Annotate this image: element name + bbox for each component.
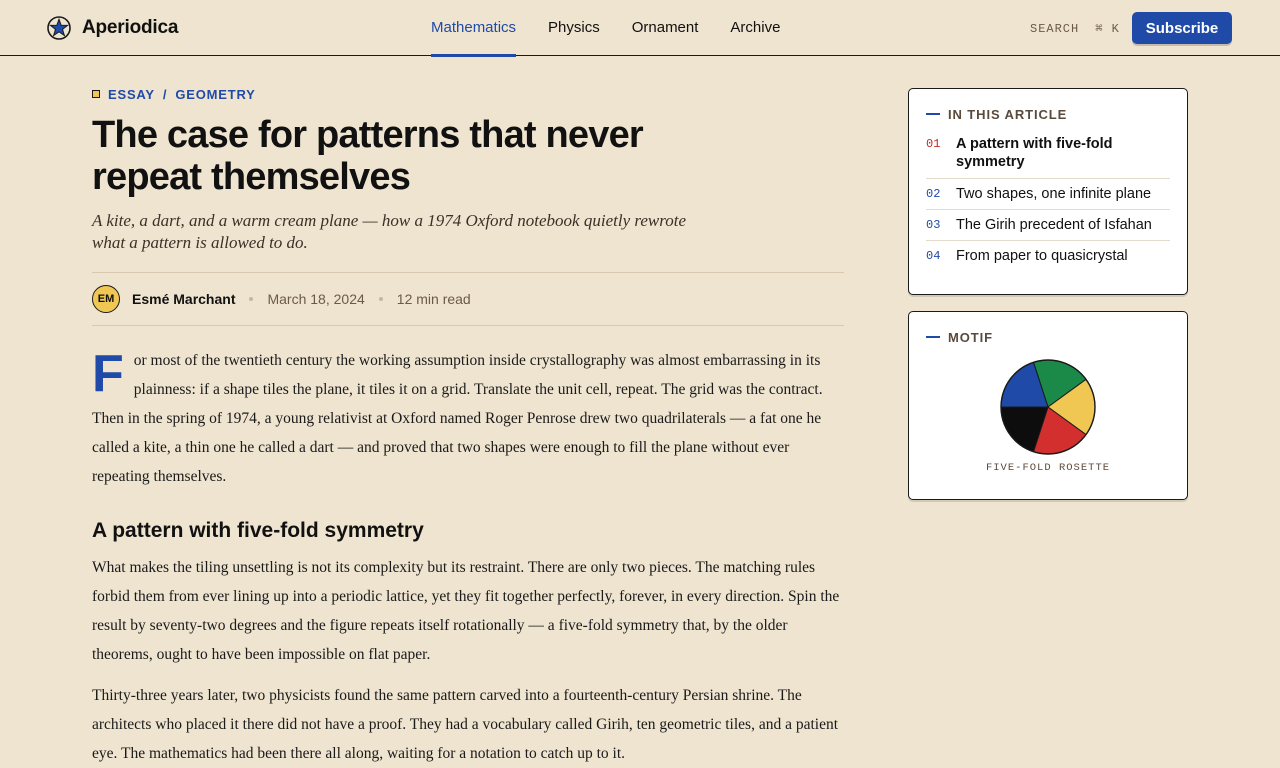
crumb-separator: / bbox=[162, 86, 168, 102]
motif-title-text: MOTIF bbox=[948, 329, 993, 345]
crumb-geometry[interactable]: GEOMETRY bbox=[175, 86, 256, 102]
publish-date: March 18, 2024 bbox=[267, 291, 365, 307]
read-time: 12 min read bbox=[396, 291, 471, 307]
motif-title bbox=[926, 330, 1170, 344]
toc-list bbox=[926, 135, 1170, 271]
search-label: SEARCH bbox=[1030, 21, 1080, 36]
nav-ornament[interactable]: Ornament bbox=[631, 19, 699, 36]
category-square-icon bbox=[92, 90, 100, 98]
article-dek: A kite, a dart, and a warm cream plane — how a 1974 Oxford notebook quietly rewrote what a pattern is allowed to do. bbox=[92, 211, 686, 252]
table-of-contents bbox=[908, 88, 1188, 295]
star-logo-icon bbox=[47, 16, 71, 40]
toc-title-text: IN THIS ARTICLE bbox=[948, 106, 1068, 122]
toc-number: 04 bbox=[926, 249, 941, 263]
article bbox=[92, 86, 844, 768]
toc-number: 02 bbox=[926, 187, 941, 201]
nav-archive[interactable]: Archive bbox=[730, 19, 781, 36]
toc-item[interactable] bbox=[926, 179, 1170, 210]
byline bbox=[92, 272, 844, 326]
toc-number: 03 bbox=[926, 218, 941, 232]
top-bar bbox=[0, 0, 1280, 56]
search-shortcut: ⌘ K bbox=[1095, 22, 1120, 36]
toc-label: Two shapes, one infinite plane bbox=[956, 186, 1152, 202]
nav-physics[interactable]: Physics bbox=[548, 19, 600, 36]
lead-paragraph bbox=[92, 346, 844, 491]
brand-name: Aperiodica bbox=[82, 17, 179, 38]
toc-title bbox=[926, 107, 1170, 121]
toc-label: From paper to quasicrystal bbox=[956, 248, 1128, 264]
toc-item[interactable] bbox=[926, 135, 1170, 179]
avatar: EM bbox=[92, 285, 120, 313]
body-paragraph: Thirty-three years later, two physicists found the same pattern carved into a fourteenth-century Persian shrine. The architects who placed it there did not have a proof. They had a vocabulary called Girih, ten geometric tiles, and a patient eye. The mathematics had been there all along, waiting for a notation to catch up to it. bbox=[92, 687, 839, 762]
search-trigger[interactable] bbox=[1030, 21, 1120, 36]
title-dash-icon bbox=[926, 336, 940, 338]
toc-item[interactable] bbox=[926, 241, 1170, 271]
drop-cap: F bbox=[92, 345, 124, 403]
author-name[interactable]: Esmé Marchant bbox=[132, 291, 236, 307]
body-paragraph: What makes the tiling unsettling is not its complexity but its restraint. There are only two pieces. The matching rules forbid them from ever lining up into a periodic lattice, yet they fit together perfectly, forever, in every direction. Spin the result by seventy-two degrees and the figure repeats itself rotationally — a five-fold symmetry that, by the older theorems, ought to have been impossible on flat paper. bbox=[92, 559, 840, 663]
lead-text: or most of the twentieth century the working assumption inside crystallography was almost embarrassing in its plainness: if a shape tiles the plane, it tiles it on a grid. Translate the unit cell, repeat. The grid was the contract. Then in the spring of 1974, a young relativist at Oxford named Roger Penrose drew two quadrilaterals — a fat one he called a kite, a thin one he called a dart — and proved that two shapes were enough to fill the plane without ever repeating themselves. bbox=[92, 352, 823, 485]
nav-mathematics[interactable]: Mathematics bbox=[431, 19, 516, 39]
motif-caption: FIVE-FOLD ROSETTE bbox=[985, 462, 1111, 474]
toc-label: A pattern with five-fold symmetry bbox=[956, 136, 1113, 170]
subscribe-button[interactable]: Subscribe bbox=[1132, 12, 1232, 44]
crumb-essay[interactable]: ESSAY bbox=[108, 86, 155, 102]
motif-card bbox=[908, 311, 1188, 500]
toc-label: The Girih precedent of Isfahan bbox=[956, 217, 1152, 233]
primary-nav bbox=[431, 19, 780, 39]
article-title: The case for patterns that never repeat themselves bbox=[92, 114, 643, 198]
title-dash-icon bbox=[926, 113, 940, 115]
section-heading: A pattern with five-fold symmetry bbox=[92, 519, 424, 542]
toc-item[interactable] bbox=[926, 210, 1170, 241]
brand-link[interactable] bbox=[47, 16, 178, 40]
breadcrumb bbox=[92, 86, 844, 102]
byline-dot bbox=[379, 297, 383, 301]
toc-number: 01 bbox=[926, 137, 941, 151]
rosette-icon bbox=[999, 358, 1097, 456]
byline-dot bbox=[249, 297, 253, 301]
